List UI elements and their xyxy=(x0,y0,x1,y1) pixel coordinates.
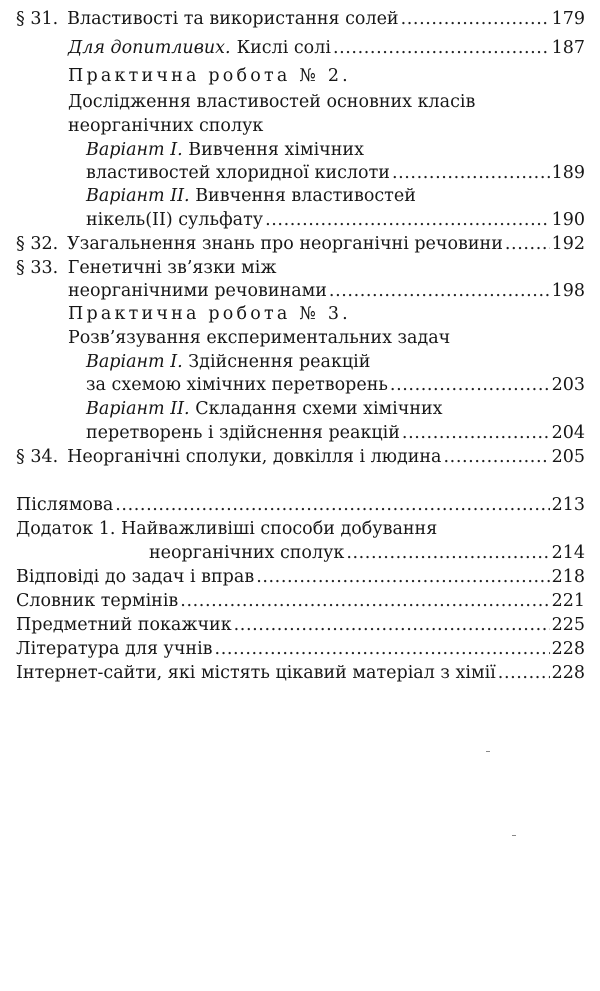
entry-title: Предметний покажчик xyxy=(16,615,232,635)
section-number: § 32. xyxy=(16,234,59,254)
scan-speck xyxy=(512,835,516,836)
page-number: 179 xyxy=(551,9,585,29)
page-number: 225 xyxy=(551,615,585,635)
variant-2-line1 xyxy=(86,396,443,422)
section-number: § 34. xyxy=(16,447,59,467)
entry-title: Відповіді до задач і вправ xyxy=(16,567,255,587)
variant-text: перетворень і здійснення реакцій xyxy=(86,423,400,443)
variant-label: Варіант II. xyxy=(86,399,190,419)
dot-leader xyxy=(444,444,550,470)
toc-entry-acid-salts[interactable] xyxy=(68,35,585,61)
page-number: 198 xyxy=(551,281,585,301)
dot-leader xyxy=(505,231,550,257)
scan-speck xyxy=(486,751,490,752)
dot-leader xyxy=(401,6,550,32)
dot-leader xyxy=(346,540,549,566)
section-title: Властивості та використання солей xyxy=(67,9,399,29)
page-number: 203 xyxy=(551,375,585,395)
page-number: 192 xyxy=(551,234,585,254)
section-title: Узагальнення знань про неорганічні речовини xyxy=(67,234,503,254)
dot-leader xyxy=(256,564,549,590)
entry-title: Післямова xyxy=(16,495,114,515)
entry-title: Кислі солі xyxy=(236,38,331,58)
dot-leader xyxy=(180,588,549,614)
toc-entry-afterword[interactable] xyxy=(16,492,585,518)
dot-leader xyxy=(333,35,550,61)
variant-text: Вивчення властивостей xyxy=(195,186,416,206)
toc-entry-variant-1[interactable] xyxy=(86,372,585,398)
toc-entry-appendix-line1: Додаток 1. Найважливіші способи добування xyxy=(16,519,438,539)
practical-work-topic-line1: Дослідження властивостей основних класів xyxy=(68,92,476,112)
variant-text: Здійснення реакцій xyxy=(188,352,371,372)
section-title: Неорганічні сполуки, довкілля і людина xyxy=(67,447,442,467)
entry-title: неорганічних сполук xyxy=(149,543,345,563)
variant-label: Варіант I. xyxy=(86,140,183,160)
dot-leader xyxy=(390,372,550,398)
section-title: неорганічними речовинами xyxy=(68,281,327,301)
entry-title: Словник термінів xyxy=(16,591,179,611)
toc-entry-s32[interactable] xyxy=(16,231,585,257)
practical-work-heading: Практична робота № 3. xyxy=(68,304,351,324)
practical-work-topic: Розв’язування експериментальних задач xyxy=(68,328,451,348)
dot-leader xyxy=(215,636,550,662)
page-number: 221 xyxy=(551,591,585,611)
toc-entry-websites[interactable] xyxy=(16,660,585,686)
toc-entry-variant-2[interactable] xyxy=(86,420,585,446)
dot-leader xyxy=(265,207,550,233)
toc-entry-appendix[interactable] xyxy=(149,540,585,566)
section-number: § 33. xyxy=(16,258,59,278)
section-title: Генетичні зв’язки між xyxy=(67,258,277,278)
dot-leader xyxy=(329,278,550,304)
dot-leader xyxy=(498,660,550,686)
italic-label: Для допитливих. xyxy=(68,38,231,58)
section-number: § 31. xyxy=(16,9,59,29)
toc-entry-s34[interactable] xyxy=(16,444,585,470)
entry-title: Інтернет-сайти, які містять цікавий матеріал з хімії xyxy=(16,663,496,683)
variant-2-line1 xyxy=(86,183,416,209)
practical-work-heading: Практична робота № 2. xyxy=(68,66,351,86)
variant-text: властивостей хлоридної кислоти xyxy=(86,163,390,183)
page-number: 228 xyxy=(551,663,585,683)
variant-label: Варіант I. xyxy=(86,352,183,372)
toc-entry-variant-2[interactable] xyxy=(86,207,585,233)
toc-entry-s31[interactable] xyxy=(16,6,585,32)
variant-label: Варіант II. xyxy=(86,186,190,206)
page-number: 213 xyxy=(551,495,585,515)
toc-entry-literature[interactable] xyxy=(16,636,585,662)
page-number: 214 xyxy=(551,543,585,563)
variant-text: за схемою хімічних перетворень xyxy=(86,375,388,395)
toc-entry-glossary[interactable] xyxy=(16,588,585,614)
variant-text: Вивчення хімічних xyxy=(188,140,364,160)
entry-title: Література для учнів xyxy=(16,639,213,659)
page-number: 228 xyxy=(551,639,585,659)
page-number: 189 xyxy=(551,163,585,183)
toc-entry-index[interactable] xyxy=(16,612,585,638)
page-number: 204 xyxy=(551,423,585,443)
variant-text: нікель(II) сульфату xyxy=(86,210,264,230)
dot-leader xyxy=(234,612,550,638)
dot-leader xyxy=(402,420,550,446)
page-number: 187 xyxy=(551,38,585,58)
variant-text: Складання схеми хімічних xyxy=(195,399,443,419)
page-number: 190 xyxy=(551,210,585,230)
dot-leader xyxy=(115,492,549,518)
page-number: 205 xyxy=(551,447,585,467)
practical-work-topic-line2: неорганічних сполук xyxy=(68,116,264,136)
page-number: 218 xyxy=(551,567,585,587)
toc-entry-answers[interactable] xyxy=(16,564,585,590)
